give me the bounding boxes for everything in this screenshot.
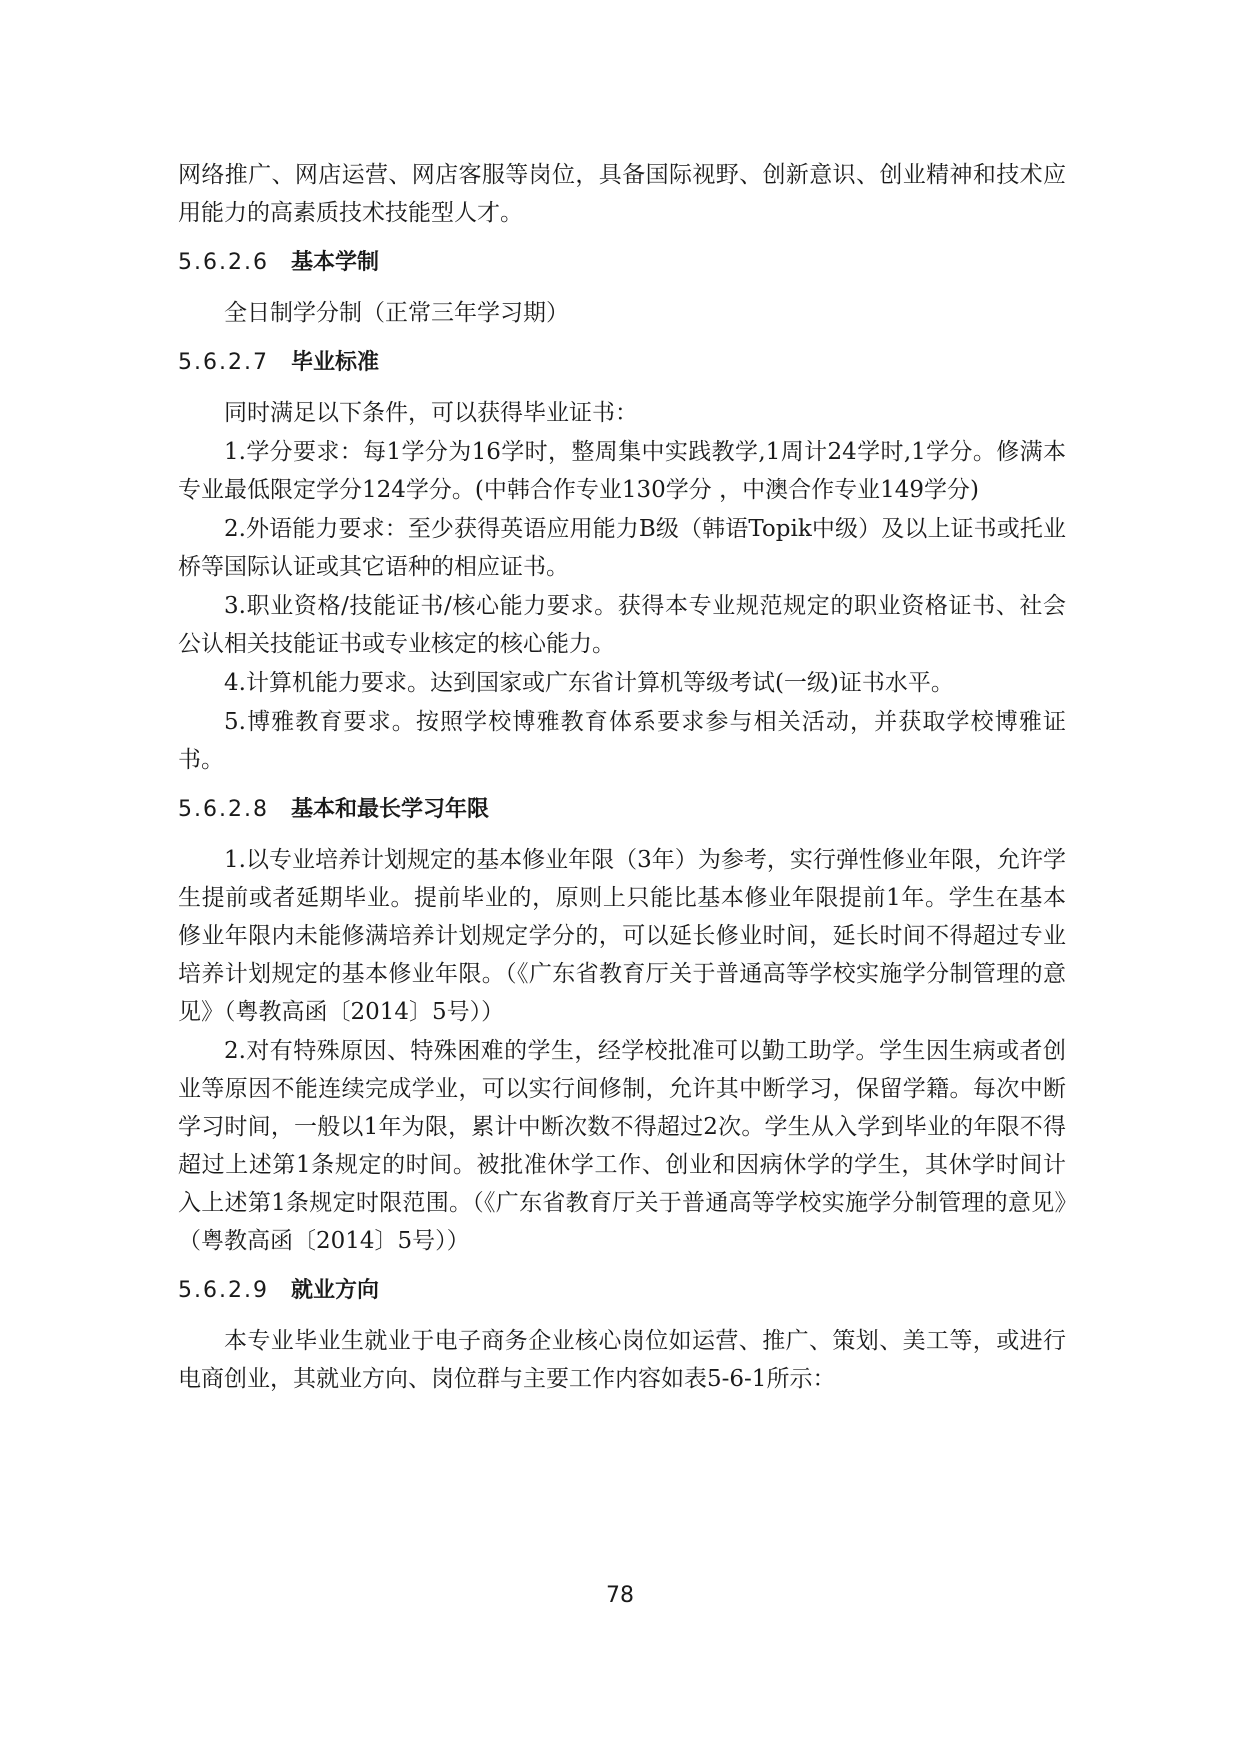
page-content <box>178 156 1066 1399</box>
page-number: 78 <box>606 1583 634 1608</box>
graduation-item-2: 2.外语能力要求：至少获得英语应用能力B级（韩语Topik中级）及以上证书或托业桥等国际认证或其它语种的相应证书。 <box>178 516 1066 580</box>
section-title: 基本学制 <box>290 250 379 275</box>
graduation-item-4: 4.计算机能力要求。达到国家或广东省计算机等级考试(一级)证书水平。 <box>224 670 954 696</box>
schooling-system-text: 全日制学分制（正常三年学习期） <box>224 300 569 326</box>
graduation-item-5: 5.博雅教育要求。按照学校博雅教育体系要求参与相关活动，并获取学校博雅证书。 <box>178 709 1066 773</box>
graduation-item-3: 3.职业资格/技能证书/核心能力要求。获得本专业规范规定的职业资格证书、社会公认相关技能证书或专业核定的核心能力。 <box>178 593 1066 657</box>
section-number: 5.6.2.8 <box>178 797 269 822</box>
intro-paragraph: 网络推广、网店运营、网店客服等岗位，具备国际视野、创新意识、创业精神和技术应用能力的高素质技术技能型人才。 <box>178 162 1066 226</box>
section-title: 基本和最长学习年限 <box>290 797 489 822</box>
study-years-item-2: 2.对有特殊原因、特殊困难的学生，经学校批准可以勤工助学。学生因生病或者创业等原因不能连续完成学业，可以实行间修制，允许其中断学习，保留学籍。每次中断学习时间，一般以1年为限，累计中断次数不得超过2次。学生从入学到毕业的年限不得超过上述第1条规定的时间。被批准休学工作、创业和因病休学的学生，其休学时间计入上述第1条规定时限范围。（《广东省教育厅关于普通高等学校实施学分制管理的意见》（粤教高函〔2014〕5号）） <box>178 1038 1066 1254</box>
section-heading-5-6-2-9 <box>178 1274 1066 1308</box>
section-number: 5.6.2.9 <box>178 1278 269 1303</box>
section-title: 毕业标准 <box>290 350 379 375</box>
graduation-item-1: 1.学分要求：每1学分为16学时，整周集中实践教学,1周计24学时,1学分。修满本专业最低限定学分124学分。(中韩合作专业130学分 ，中澳合作专业149学分) <box>178 439 1066 503</box>
section-heading-5-6-2-8 <box>178 793 1066 827</box>
section-heading-5-6-2-7 <box>178 346 1066 380</box>
study-years-item-1: 1.以专业培养计划规定的基本修业年限（3年）为参考，实行弹性修业年限，允许学生提前或者延期毕业。提前毕业的，原则上只能比基本修业年限提前1年。学生在基本修业年限内未能修满培养计划规定学分的，可以延长修业时间，延长时间不得超过专业培养计划规定的基本修业年限。（《广东省教育厅关于普通高等学校实施学分制管理的意见》（粤教高函〔2014〕5号）） <box>178 847 1066 1025</box>
employment-direction-text: 本专业毕业生就业于电子商务企业核心岗位如运营、推广、策划、美工等，或进行电商创业，其就业方向、岗位群与主要工作内容如表5-6-1所示： <box>178 1328 1066 1392</box>
graduation-lead: 同时满足以下条件，可以获得毕业证书： <box>224 400 638 426</box>
section-number: 5.6.2.7 <box>178 350 269 375</box>
section-title: 就业方向 <box>290 1278 379 1303</box>
section-number: 5.6.2.6 <box>178 250 269 275</box>
section-heading-5-6-2-6 <box>178 246 1066 280</box>
